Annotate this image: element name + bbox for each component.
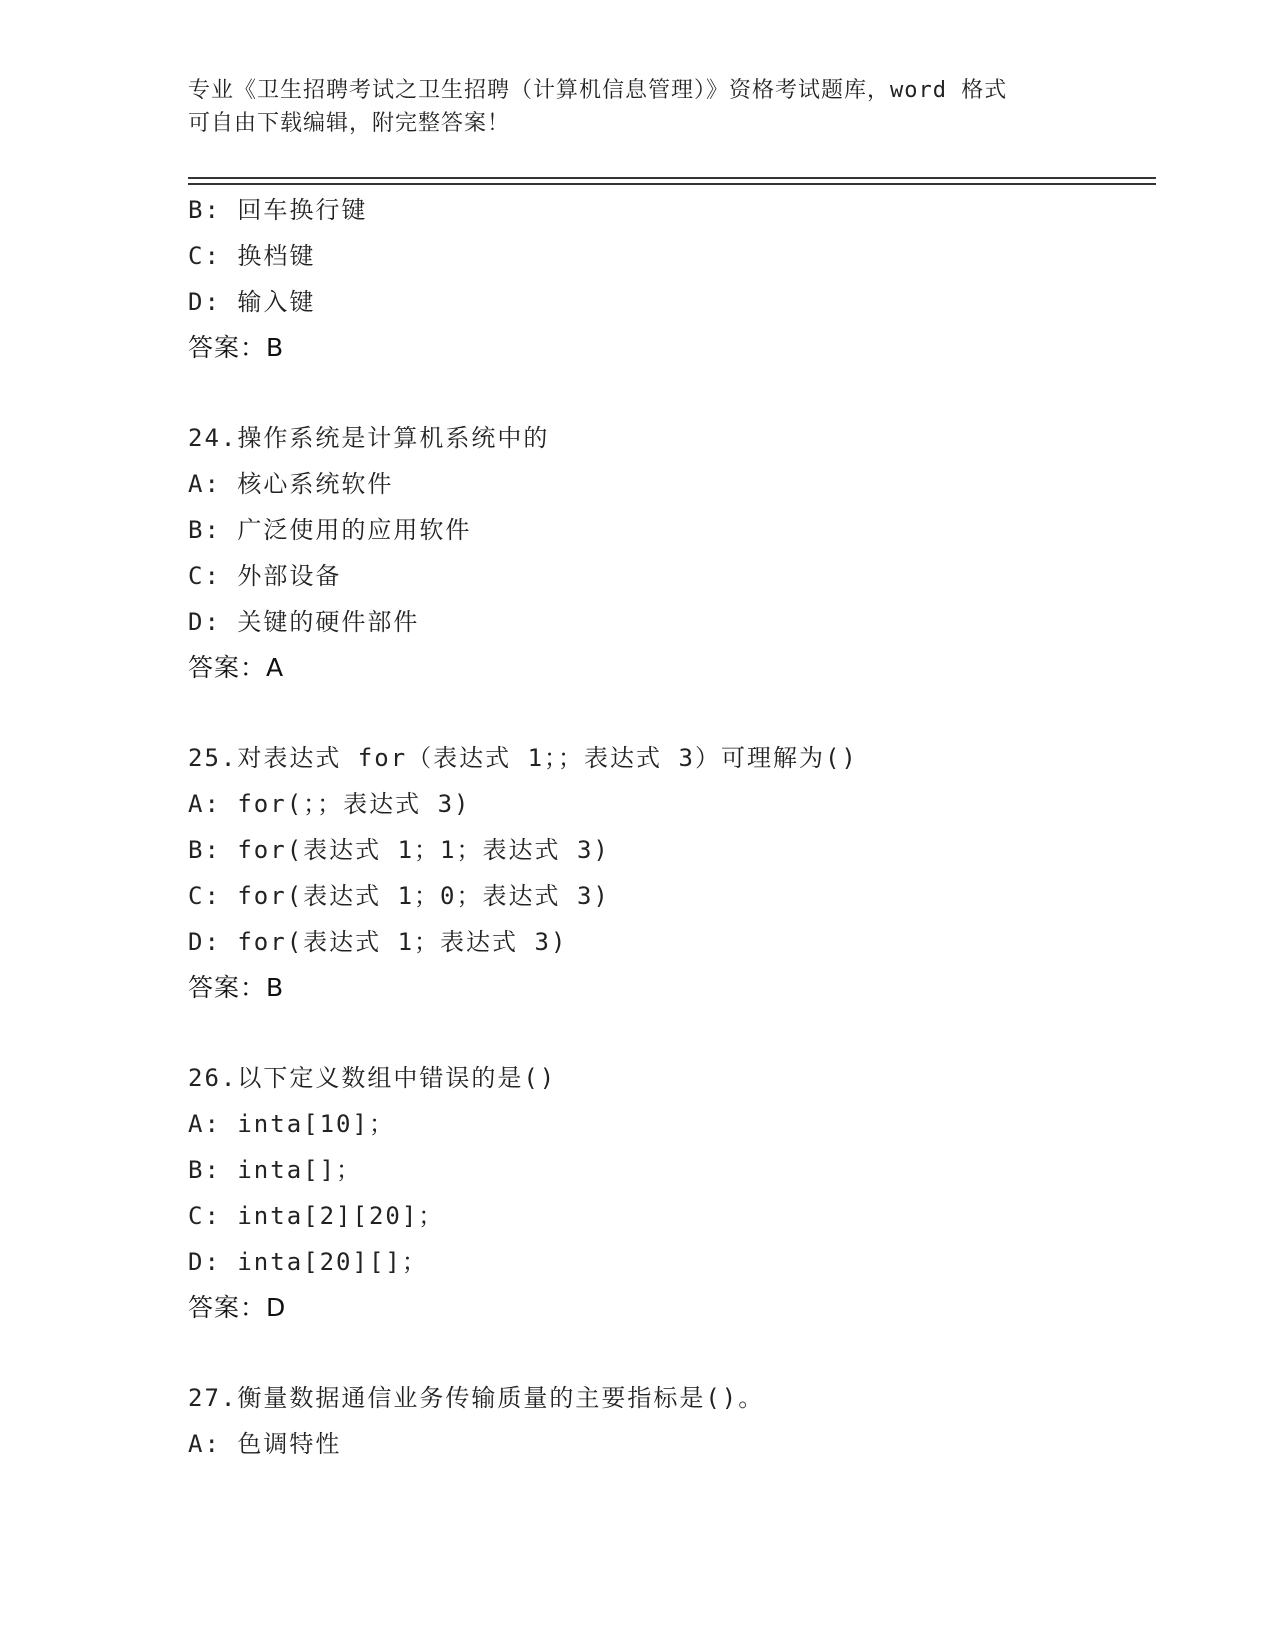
- option-d: D: 关键的硬件部件: [188, 608, 420, 636]
- option-b: B: 广泛使用的应用软件: [188, 516, 472, 544]
- answer-line: 答案：B: [188, 973, 285, 1002]
- question-stem: 24.操作系统是计算机系统中的: [188, 424, 550, 452]
- option-c: C: 换档键: [188, 242, 316, 270]
- option-d: D: 输入键: [188, 288, 316, 316]
- answer-line: 答案：B: [188, 333, 285, 362]
- header-divider-bottom: [188, 183, 1156, 185]
- option-d: D: for(表达式 1；表达式 3): [188, 928, 568, 956]
- question-list: [188, 187, 1188, 1467]
- option-a: A: 色调特性: [188, 1430, 342, 1458]
- option-a: A: 核心系统软件: [188, 470, 394, 498]
- header-line-2: 可自由下载编辑，附完整答案！: [188, 111, 511, 136]
- question-25: [188, 735, 1188, 1011]
- question-stem: 27.衡量数据通信业务传输质量的主要指标是()。: [188, 1384, 765, 1412]
- option-a: A: inta[10]；: [188, 1110, 395, 1138]
- document-header: [188, 74, 1088, 140]
- answer-line: 答案：A: [188, 653, 285, 682]
- option-d: D: inta[20][]；: [188, 1248, 428, 1276]
- header-line-1: 专业《卫生招聘考试之卫生招聘（计算机信息管理）》资格考试题库，word 格式: [188, 78, 1008, 103]
- question-27: [188, 1375, 1188, 1467]
- question-stem: 26.以下定义数组中错误的是(): [188, 1064, 557, 1092]
- question-23-continued: [188, 187, 1188, 371]
- option-b: B: inta[]；: [188, 1156, 363, 1184]
- question-26: [188, 1055, 1188, 1331]
- header-divider-top: [188, 177, 1156, 179]
- question-stem: 25.对表达式 for（表达式 1；；表达式 3）可理解为(): [188, 744, 858, 772]
- answer-line: 答案：D: [188, 1293, 287, 1322]
- option-a: A: for(；；表达式 3): [188, 790, 471, 818]
- option-c: C: 外部设备: [188, 562, 342, 590]
- option-c: C: inta[2][20]；: [188, 1202, 445, 1230]
- question-24: [188, 415, 1188, 691]
- option-b: B: 回车换行键: [188, 196, 368, 224]
- option-c: C: for(表达式 1；0；表达式 3): [188, 882, 610, 910]
- option-b: B: for(表达式 1；1；表达式 3): [188, 836, 610, 864]
